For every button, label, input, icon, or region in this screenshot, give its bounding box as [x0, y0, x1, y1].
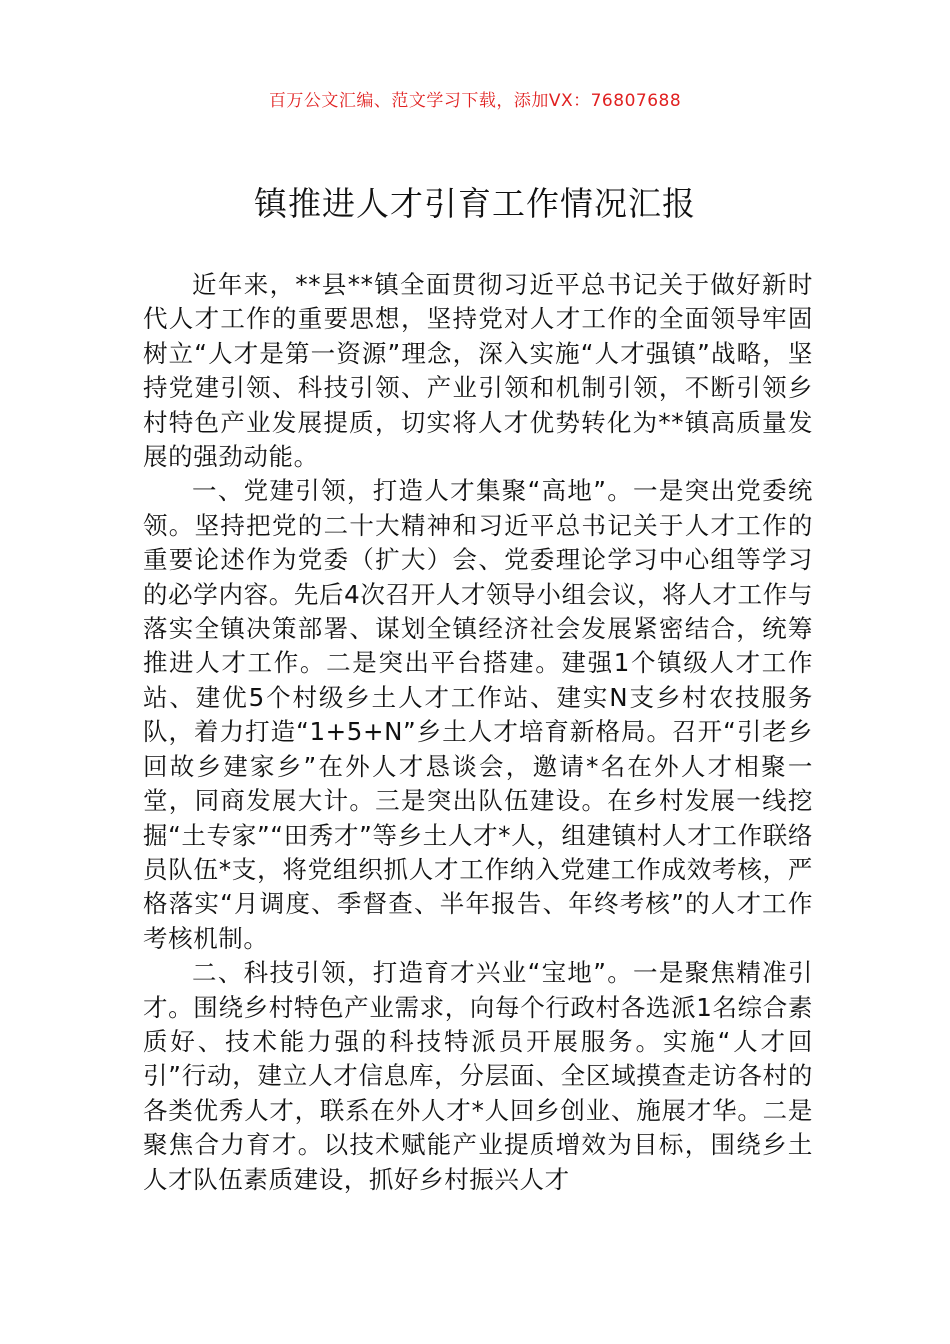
header-watermark-note: 百万公文汇编、范文学习下载，添加VX：76807688 — [268, 91, 682, 111]
paragraph-section-2: 二、科技引领，打造育才兴业“宝地”。一是聚焦精准引才。围绕乡村特色产业需求，向每个行政村各选派1名综合素质好、技术能力强的科技特派员开展服务。实施“人才回引”行动，建立人才信息库，分层面、全区域摸查走访各村的各类优秀人才，联系在外人才*人回乡创业、施展才华。二是聚焦合力育才。以技术赋能产业提质增效为目标，围绕乡土人才队伍素质建设，抓好乡村振兴人才 — [143, 958, 813, 1194]
paragraph-intro: 近年来，**县**镇全面贯彻习近平总书记关于做好新时代人才工作的重要思想，坚持党对人才工作的全面领导牢固树立“人才是第一资源”理念，深入实施“人才强镇”战略，坚持党建引领、科技引领、产业引领和机制引领，不断引领乡村特色产业发展提质，切实将人才优势转化为**镇高质量发展的强劲动能。 — [143, 270, 813, 472]
page-title: 镇推进人才引育工作情况汇报 — [254, 184, 696, 223]
paragraph-section-1: 一、党建引领，打造人才集聚“高地”。一是突出党委统领。坚持把党的二十大精神和习近平总书记关于人才工作的重要论述作为党委（扩大）会、党委理论学习中心组等学习的必学内容。先后4次召开人才领导小组会议，将人才工作与落实全镇决策部署、谋划全镇经济社会发展紧密结合，统筹推进人才工作。二是突出平台搭建。建强1个镇级人才工作站、建优5个村级乡土人才工作站、建实N支乡村农技服务队，着力打造“1+5+N”乡土人才培育新格局。召开“引老乡回故乡建家乡”在外人才恳谈会，邀请*名在外人才相聚一堂，同商发展大计。三是突出队伍建设。在乡村发展一线挖掘“土专家”“田秀才”等乡土人才*人，组建镇村人才工作联络员队伍*支，将党组织抓人才工作纳入党建工作成效考核，严格落实“月调度、季督查、半年报告、年终考核”的人才工作考核机制。 — [143, 476, 813, 953]
document-body — [143, 268, 813, 1197]
